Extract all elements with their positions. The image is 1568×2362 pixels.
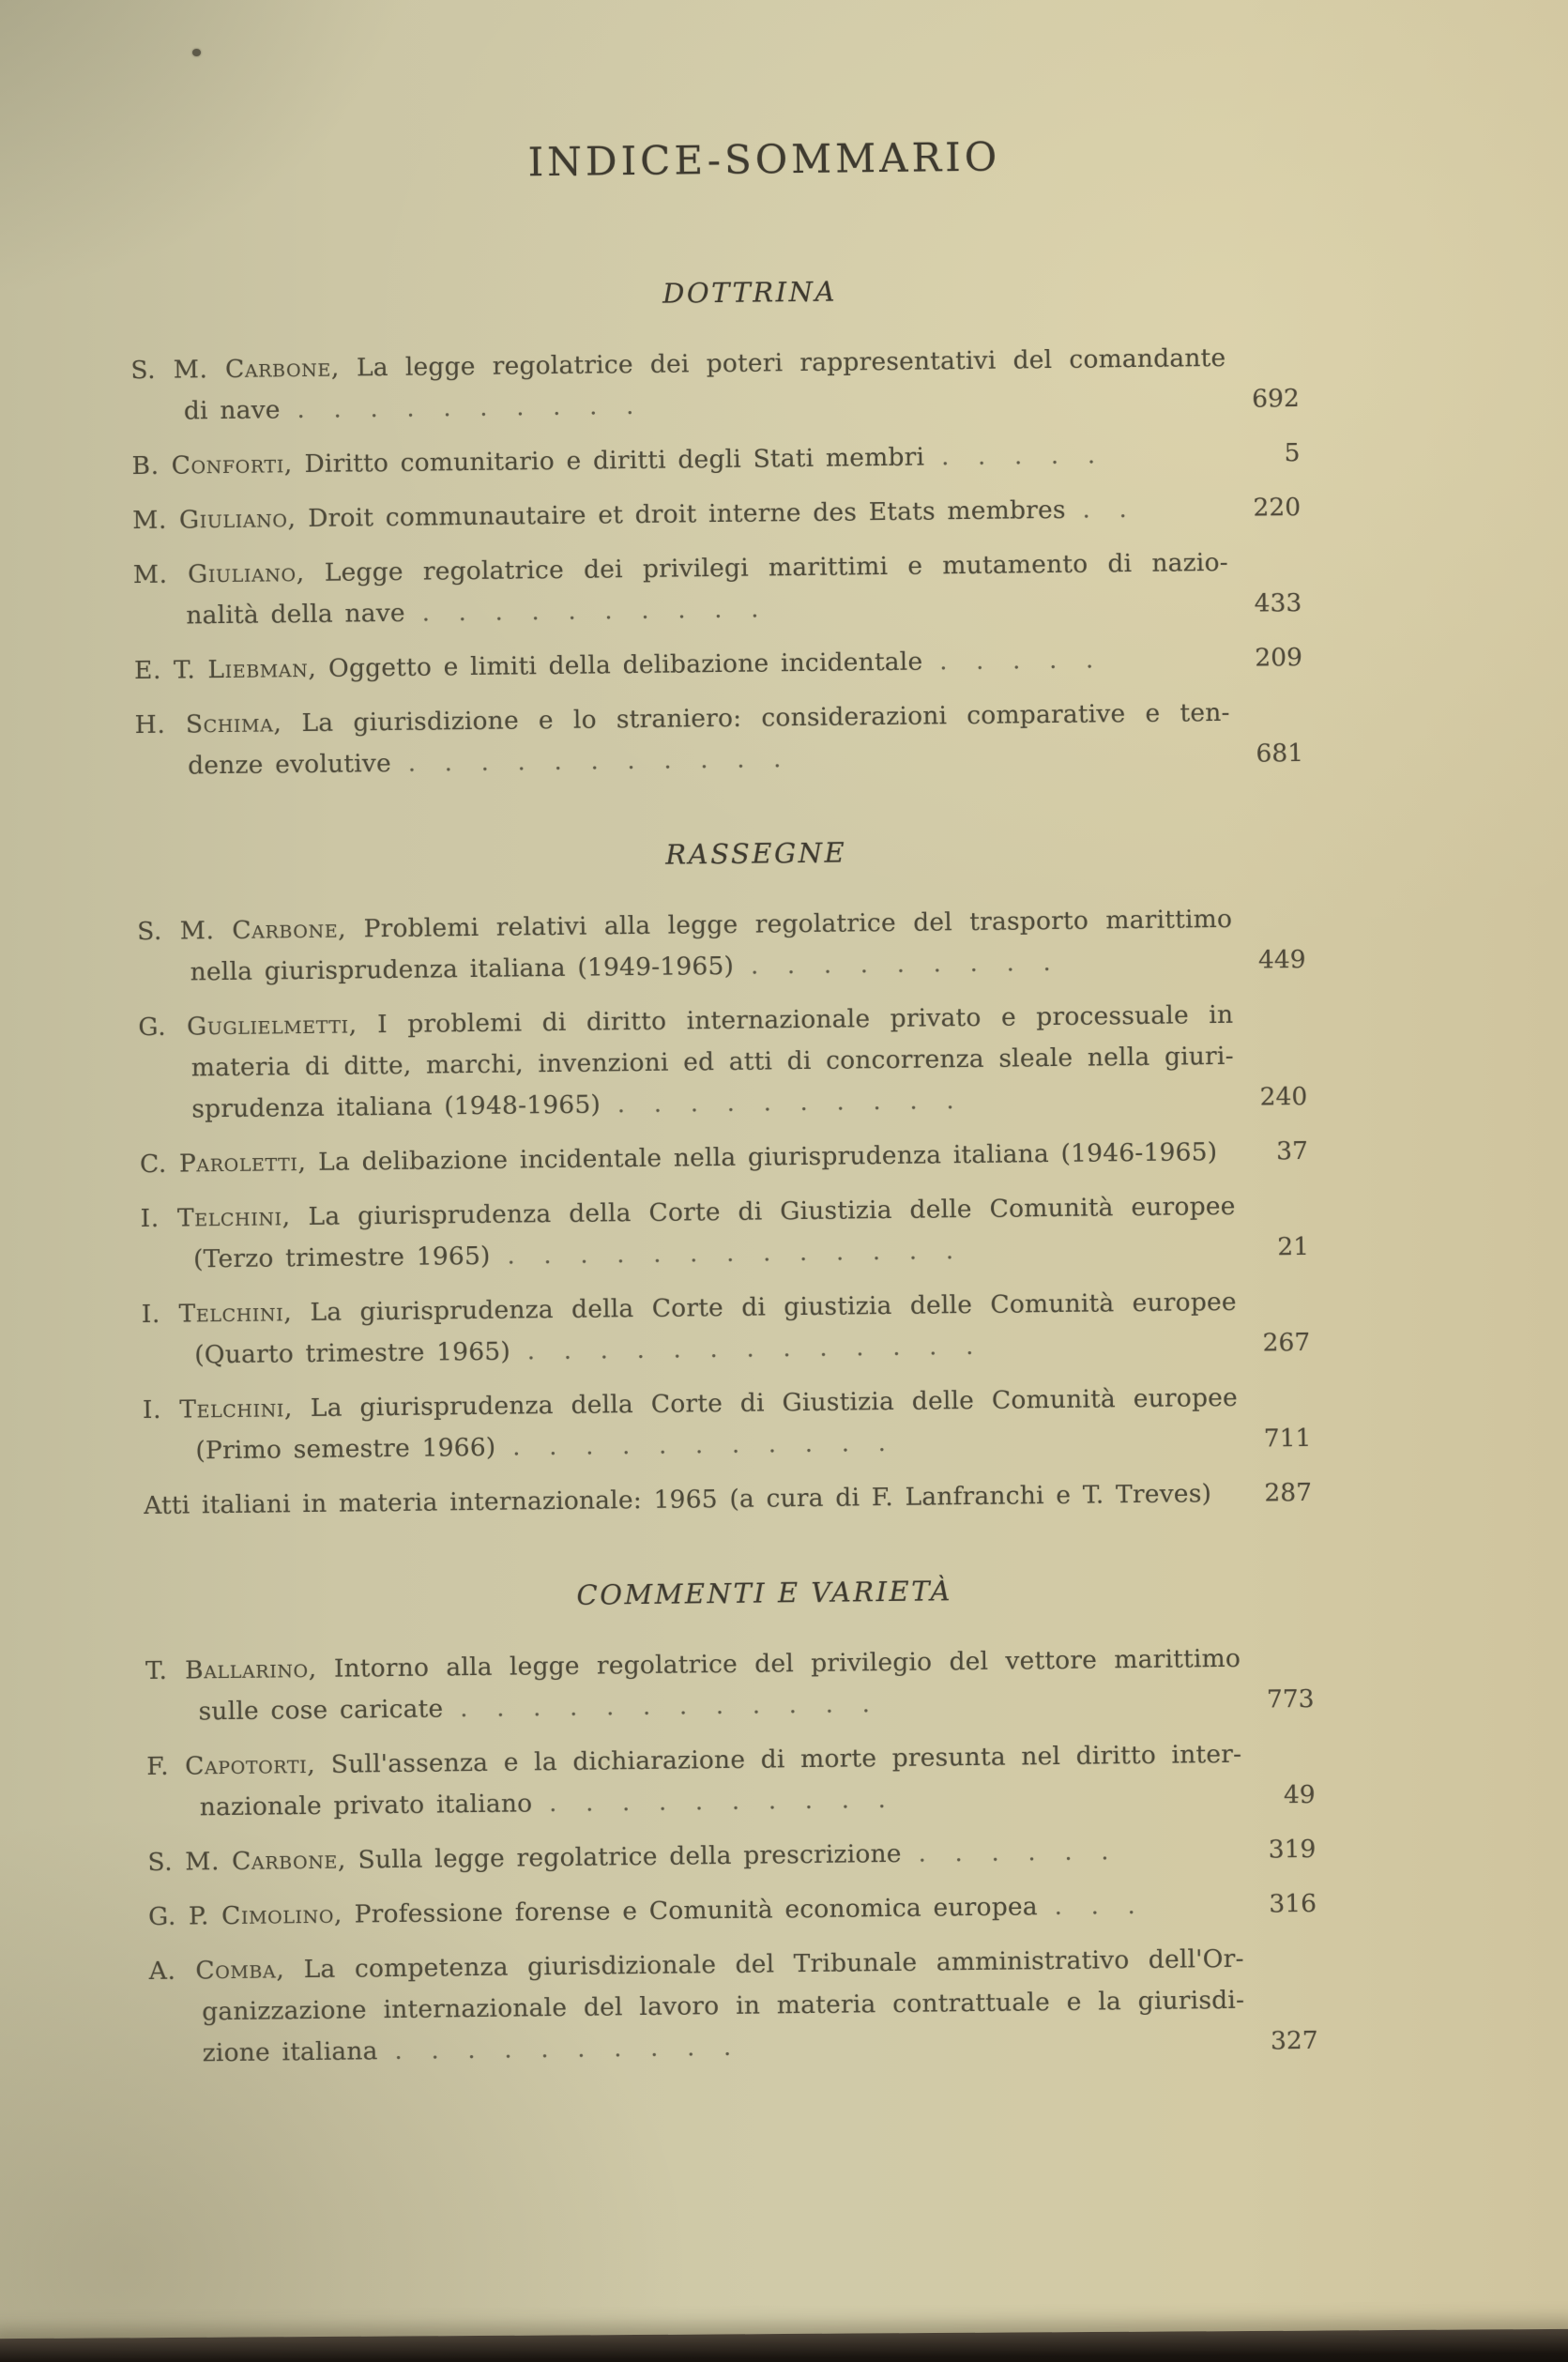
dot-leaders: ..... <box>939 646 1123 676</box>
entry-line: A. Comba, La competenza giurisdizionale del Tribunale amministrativo dell'Or- <box>148 1943 1244 1986</box>
entry-text <box>137 899 1233 994</box>
entry-author: S. M. Carbone, <box>136 914 347 947</box>
toc-entry <box>146 1733 1316 1829</box>
entry-page-number: 37 <box>1275 1135 1309 1166</box>
toc-entry <box>148 1938 1317 2075</box>
toc-entry <box>140 1185 1309 1281</box>
entry-text <box>143 1378 1239 1472</box>
entry-page-number: 49 <box>1283 1779 1316 1810</box>
entry-page-number: 319 <box>1268 1834 1317 1865</box>
entry-text <box>132 488 1227 541</box>
toc-entry <box>138 994 1307 1131</box>
entry-author: S. M. Carbone, <box>130 353 341 386</box>
entry-author: S. M. Carbone, <box>147 1845 347 1877</box>
entry-author: I. Telchini, <box>141 1298 293 1330</box>
entry-author: C. Paroletti, <box>139 1148 307 1180</box>
entry-page-number: 433 <box>1254 587 1302 618</box>
entry-text <box>148 1884 1243 1938</box>
entry-author: H. Schima, <box>134 709 282 740</box>
entry-line: nazionale privato italiano .......... <box>199 1785 915 1822</box>
entry-line: ganizzazione internazionale del lavoro in materia contrattuale e la giurisdi- <box>202 1985 1245 2027</box>
page-title: INDICE-SOMMARIO <box>527 133 1001 186</box>
dot-leaders: ..... <box>941 441 1125 471</box>
entry-page-number: 240 <box>1259 1081 1308 1112</box>
dot-leaders: ............. <box>526 1332 1003 1365</box>
entry-text <box>134 638 1229 692</box>
entry-line: I. Telchini, La giurisprudenza della Corte di giustizia delle Comunità europee <box>141 1287 1237 1330</box>
dot-leaders: .. <box>1082 495 1156 524</box>
entry-page-number: 316 <box>1269 1888 1317 1919</box>
toc-entry <box>140 1131 1308 1185</box>
entry-page-number: 773 <box>1266 1684 1315 1714</box>
toc-section <box>136 829 1312 1527</box>
entry-text <box>130 338 1226 433</box>
entry-author: I. Telchini, <box>140 1202 291 1234</box>
entry-line: G. Guglielmetti, I problemi di diritto internazionale privato e processuale in <box>138 999 1234 1043</box>
entry-author: M. Giuliano, <box>132 504 297 536</box>
entry-page-number: 220 <box>1253 492 1302 523</box>
entry-line: sprudenza italiana (1948-1965) .......... <box>191 1086 983 1124</box>
page-content <box>127 0 1318 2088</box>
entry-text <box>145 1638 1241 1733</box>
toc-entry <box>137 898 1306 994</box>
entry-page-number: 449 <box>1257 944 1306 975</box>
entry-line: S. M. Carbone, Problemi relativi alla legge regolatrice del trasporto marittimo <box>136 904 1233 947</box>
entry-page-number: 711 <box>1263 1423 1312 1454</box>
entry-page-number: 21 <box>1277 1231 1310 1262</box>
entry-line: sulle cose caricate ............ <box>198 1689 899 1727</box>
entry-line: nalità della nave .......... <box>186 595 788 631</box>
entry-line: C. Paroletti, La delibazione incidentale nella giurisprudenza italiana (1946-1965) <box>139 1137 1218 1180</box>
entry-line: I. Telchini, La giurisprudenza della Corte di Giustizia delle Comunità europee <box>140 1191 1236 1234</box>
toc-entry <box>134 692 1303 787</box>
entry-line: (Quarto trimestre 1965) ............. <box>194 1332 1003 1370</box>
section-heading: COMMENTI E VARIETÀ <box>576 1575 953 1611</box>
entry-author: G. P. Cimolino, <box>147 1899 343 1931</box>
entry-text <box>147 1830 1242 1883</box>
entry-line: T. Ballarino, Intorno alla legge regolatrice del privilegio del vettore marittimo <box>145 1643 1241 1685</box>
toc-sections <box>129 267 1318 2075</box>
section-heading: DOTTRINA <box>662 275 838 310</box>
dot-leaders: .......... <box>549 1785 915 1818</box>
toc-entry <box>134 637 1302 692</box>
entry-line: S. M. Carbone, La legge regolatrice dei poteri rappresentativi del comandante <box>130 343 1226 386</box>
entry-author: B. Conforti, <box>131 450 294 481</box>
entry-author: A. Comba, <box>148 1955 285 1986</box>
entry-text <box>131 434 1226 487</box>
entry-text <box>142 1282 1238 1377</box>
dot-leaders: ............. <box>507 1236 983 1270</box>
entry-author: I. Telchini, <box>142 1394 294 1425</box>
toc-section <box>145 1568 1318 2075</box>
toc-entry <box>132 487 1301 541</box>
entry-line: di nave .......... <box>183 391 663 426</box>
entry-line: zione italiana .......... <box>202 2033 761 2068</box>
entry-line: G. P. Cimolino, Professione forense e Comunità economica europea ... <box>147 1891 1165 1931</box>
dot-leaders: ............ <box>460 1689 899 1723</box>
entry-author: T. Ballarino, <box>145 1653 317 1685</box>
entry-page-number: 327 <box>1270 2025 1318 2056</box>
entry-line: E. T. Liebman, Oggetto e limiti della delibazione incidentale ..... <box>133 646 1123 686</box>
entry-text <box>140 1132 1235 1185</box>
entry-line: H. Schima, La giurisdizione e lo straniero: considerazioni comparative e ten- <box>134 697 1230 740</box>
toc-entry <box>131 433 1300 487</box>
entry-page-number: 267 <box>1262 1327 1311 1358</box>
entry-author: F. Capotorti, <box>146 1749 316 1781</box>
entry-line: M. Giuliano, Legge regolatrice dei privilegi marittimi e mutamento di nazio- <box>132 547 1228 590</box>
toc-entry <box>143 1377 1312 1472</box>
toc-entry <box>144 1472 1312 1527</box>
dot-leaders: .......... <box>394 2033 761 2065</box>
entry-line: (Primo semestre 1966) ........... <box>195 1428 915 1466</box>
toc-entry <box>148 1883 1317 1938</box>
dot-leaders: ......... <box>750 948 1080 980</box>
entry-page-number: 692 <box>1252 383 1300 414</box>
toc-entry <box>133 541 1302 637</box>
entry-author: G. Guglielmetti, <box>138 1010 358 1043</box>
entry-author: E. T. Liebman, <box>133 653 317 686</box>
dot-leaders: ........... <box>512 1428 915 1461</box>
dot-leaders: .......... <box>617 1086 983 1119</box>
entry-line: materia di ditte, marchi, invenzioni ed atti di concorrenza sleale nella giuri- <box>190 1041 1234 1083</box>
toc-entry <box>142 1281 1311 1377</box>
entry-text <box>146 1734 1242 1829</box>
toc-entry <box>147 1829 1316 1883</box>
toc-section <box>129 267 1303 787</box>
entry-text <box>144 1473 1239 1527</box>
dot-leaders: ...... <box>918 1837 1138 1867</box>
toc-entry <box>130 337 1300 433</box>
entry-text <box>138 995 1234 1131</box>
entry-line: Atti italiani in materia internazionale: 1965 (a cura di F. Lanfranchi e T. Treves) <box>143 1479 1212 1521</box>
entry-line: denze evolutive ........... <box>187 744 811 781</box>
photo-bottom-shadow <box>0 2329 1568 2362</box>
entry-page-number: 209 <box>1255 642 1303 673</box>
entry-text <box>134 693 1230 787</box>
entry-line: (Terzo trimestre 1965) ............. <box>192 1236 983 1274</box>
section-heading: RASSEGNE <box>665 836 847 871</box>
entry-page-number: 287 <box>1264 1477 1313 1508</box>
entry-text <box>133 542 1229 637</box>
entry-line: S. M. Carbone, Sulla legge regolatrice della prescrizione ...... <box>147 1837 1138 1877</box>
entry-page-number: 681 <box>1256 738 1304 769</box>
entry-line: nella giurisprudenza italiana (1949-1965) ......... <box>190 948 1080 987</box>
entry-page-number: 5 <box>1284 437 1301 468</box>
entry-line: B. Conforti, Diritto comunitario e diritti degli Stati membri ..... <box>131 441 1125 481</box>
entry-line: I. Telchini, La giurisprudenza della Corte di Giustizia delle Comunità europee <box>142 1382 1239 1425</box>
dot-leaders: .......... <box>297 391 663 424</box>
toc-entry <box>145 1638 1315 1733</box>
dot-leaders: .......... <box>421 595 788 627</box>
entry-line: F. Capotorti, Sull'assenza e la dichiarazione di morte presunta nel diritto inter- <box>146 1739 1242 1781</box>
entry-text <box>148 1939 1244 2075</box>
entry-text <box>140 1186 1236 1281</box>
entry-author: M. Giuliano, <box>132 557 305 590</box>
dot-leaders: ........... <box>407 744 811 777</box>
dot-leaders: ... <box>1054 1891 1165 1921</box>
entry-line: M. Giuliano, Droit communautaire et droit interne des Etats membres .. <box>132 495 1156 536</box>
